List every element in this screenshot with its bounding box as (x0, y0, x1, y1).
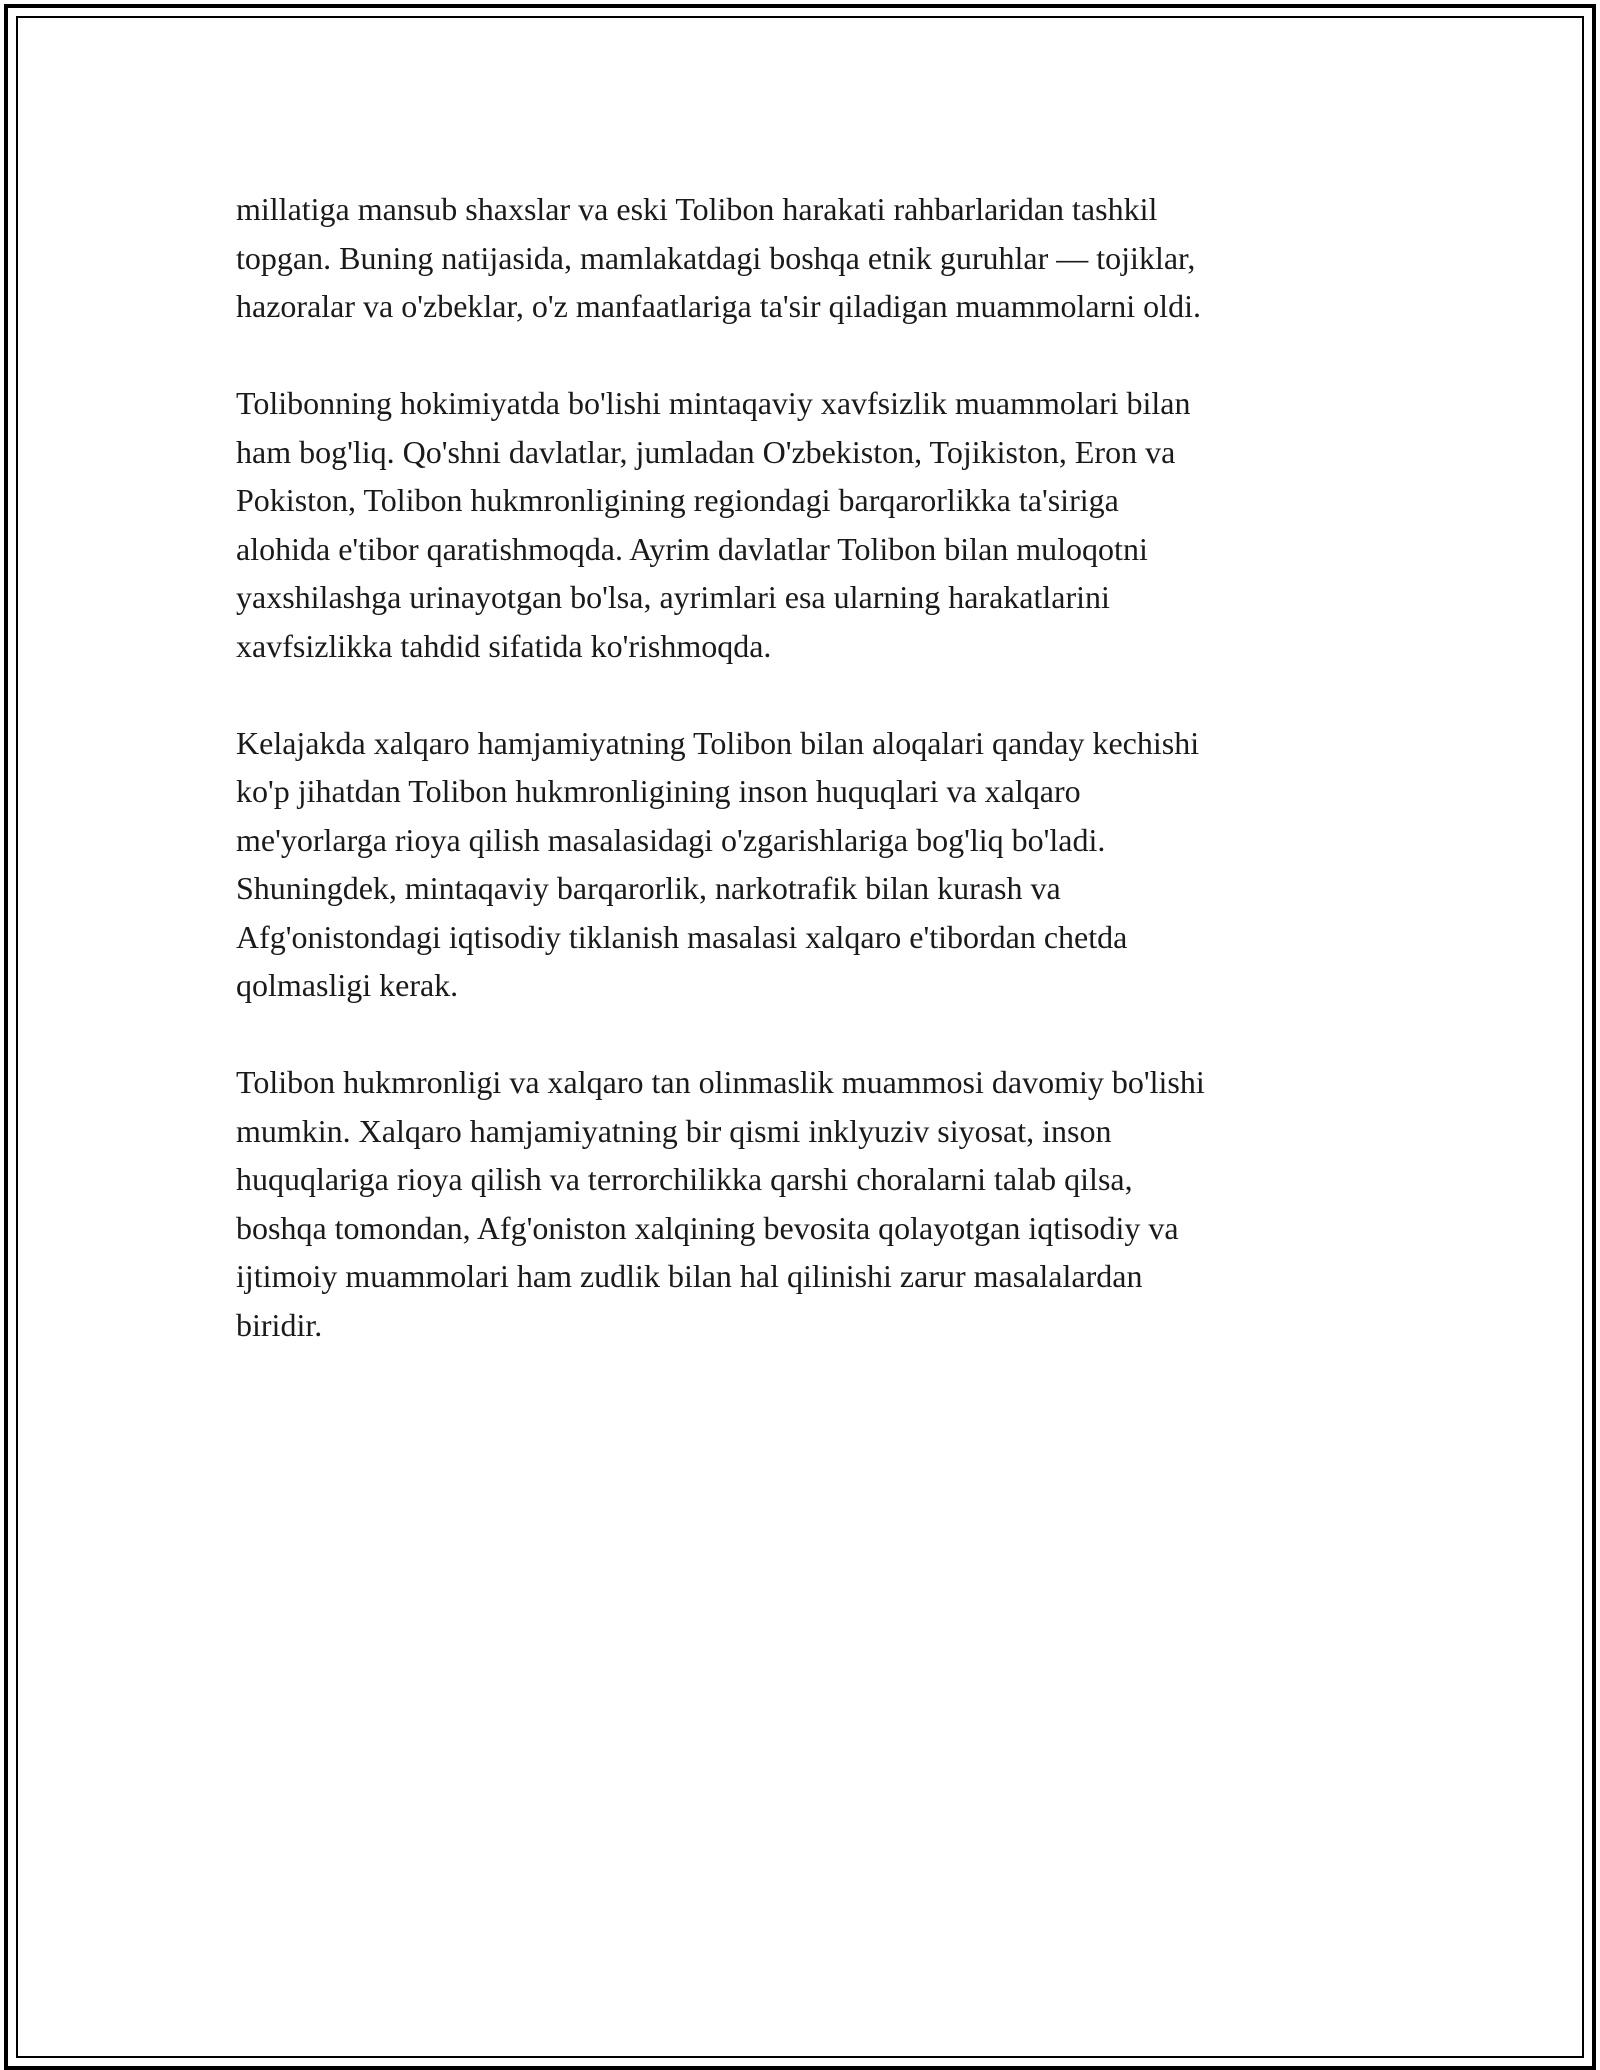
paragraph-2 (236, 379, 1366, 670)
text-line: millatiga mansub shaxslar va eski Tolibon harakati rahbarlaridan tashkil (236, 191, 1158, 227)
text-line: biridir. (236, 1306, 323, 1343)
text-line: boshqa tomondan, Afg'oniston xalqining bevosita qolayotgan iqtisodiy va (236, 1209, 1179, 1246)
text-line: Shuningdek, mintaqaviy barqarorlik, narkotrafik bilan kurash va (236, 870, 1061, 906)
text-line: ko'p jihatdan Tolibon hukmronligining inson huquqlari va xalqaro (236, 773, 1081, 809)
paragraph-4 (236, 1058, 1366, 1349)
document-body (236, 185, 1366, 1398)
text-line: xavfsizlikka tahdid sifatida ko'rishmoqda. (236, 627, 772, 664)
text-line: mumkin. Xalqaro hamjamiyatning bir qismi inklyuziv siyosat, inson (236, 1112, 1112, 1149)
text-line: Tolibonning hokimiyatda bo'lishi mintaqaviy xavfsizlik muammolari bilan (236, 385, 1191, 421)
text-line: me'yorlarga rioya qilish masalasidagi o'zgarishlariga bog'liq bo'ladi. (236, 821, 1106, 858)
text-line: Kelajakda xalqaro hamjamiyatning Tolibon bilan aloqalari qanday kechishi (236, 724, 1200, 761)
text-line: hazoralar va o'zbeklar, o'z manfaatlariga ta'sir qiladigan muammolarni oldi. (236, 288, 1201, 324)
paragraph-3 (236, 719, 1366, 1010)
text-line: ijtimoiy muammolari ham zudlik bilan hal qilinishi zarur masalalardan (236, 1258, 1143, 1294)
text-line: topgan. Buning natijasida, mamlakatdagi boshqa etnik guruhlar — tojiklar, (236, 239, 1196, 276)
text-line: yaxshilashga urinayotgan bo'lsa, ayrimlari esa ularning harakatlarini (236, 579, 1110, 615)
text-line: Afg'onistondagi iqtisodiy tiklanish masalasi xalqaro e'tibordan chetda (236, 918, 1128, 955)
text-line: huquqlariga rioya qilish va terrorchilikka qarshi choralarni talab qilsa, (236, 1161, 1133, 1197)
text-line: alohida e'tibor qaratishmoqda. Ayrim davlatlar Tolibon bilan muloqotni (236, 530, 1148, 567)
text-line: ham bog'liq. Qo'shni davlatlar, jumladan O'zbekiston, Tojikiston, Eron va (236, 433, 1176, 470)
paragraph-1 (236, 185, 1366, 331)
text-line: Tolibon hukmronligi va xalqaro tan olinmaslik muammosi davomiy bo'lishi (236, 1064, 1205, 1100)
text-line: Pokiston, Tolibon hukmronligining regiondagi barqarorlikka ta'siriga (236, 482, 1119, 518)
text-line: qolmasligi kerak. (236, 967, 459, 1003)
